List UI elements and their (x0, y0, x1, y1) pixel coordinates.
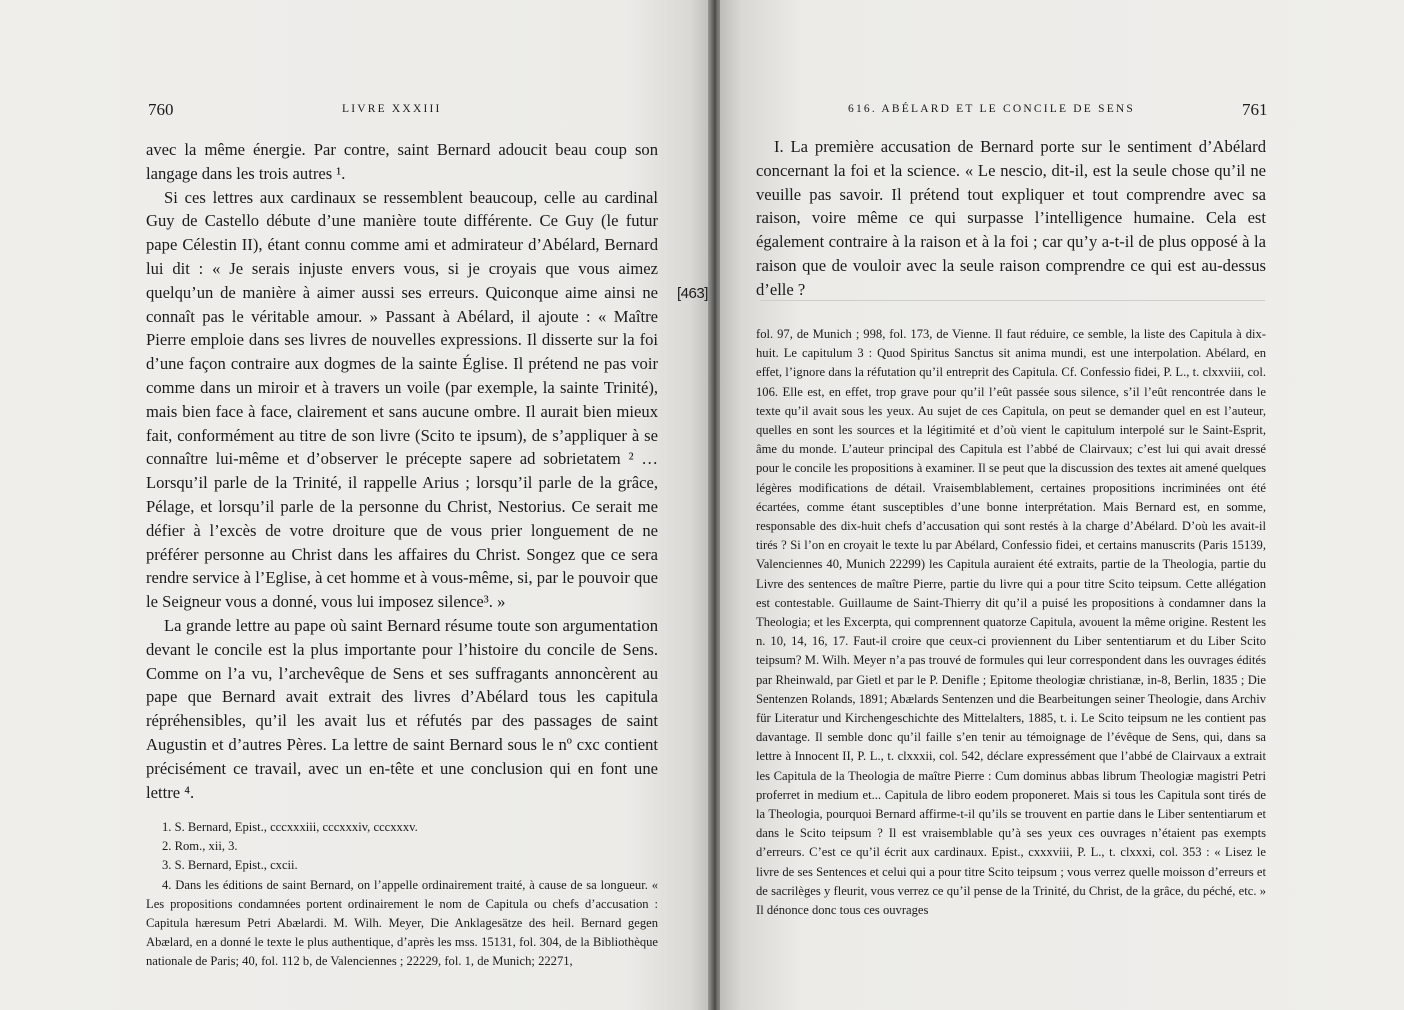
footnote: fol. 97, de Munich ; 998, fol. 173, de Vienne. Il faut réduire, ce semble, la liste des Capitula à dix-huit. Le capitulum 3 : Quod Spiritus Sanctus sit anima mundi, est une interpolation. Abélard, en effet, l’ignore dans la réfutation qu’il entreprit des Capitula. Cf. Confessio fidei, P. L., t. clxxviii, col. 106. Elle est, en effet, trop grave pour qu’il l’eût passée sous silence, s’il l’eût rencontrée dans le texte qu’il avait sous les yeux. Au sujet de ces Capitula, on peut se demander quel en est l’auteur, quelles en sont les sources et la légitimité et d’où vient le capitulum interpolé sur le Saint-Esprit, âme du monde. L’auteur principal des Capitula est l’abbé de Clairvaux; c’est lui qui avait dressé pour le concile les propositions à examiner. Il se peut que la discussion des textes ait amené quelques légères modifications de détail. Vraisemblablement, certaines propositions incriminées ont été écartées, comme étant susceptibles d’une bonne interprétation. Mais Bernard est, en somme, responsable des dix-huit chefs d’accusation qui sont restés à la charge d’Abélard. D’où les avait-il tirés ? Si l’on en croyait le texte lu par Abélard, Confessio fidei, et certains manuscrits (Paris 15139, Valenciennes 40, Munich 22299) les Capitula auraient été extraits, partie de la Theologia, partie du Livre des sentences de maître Pierre, partie du livre qui a pour titre Scito teipsum. Cette allégation est contestable. Guillaume de Saint-Thierry dit qu’il a puisé les propositions à condamner dans la Theologia; et les Excerpta, qui comprennent quatorze Capitula, avouent la même origine. Restent les n. 10, 14, 16, 17. Faut-il croire que ceux-ci proviennent du Liber sententiarum et du Liber Scito teipsum? M. Wilh. Meyer n’a pas trouvé de formules qui leur correspondent dans les ouvrages édités par Rheinwald, par Gietl et par le P. Denifle ; Epitome theologiæ christianæ, in-8, Berlin, 1835 ; Die Sentenzen Rolands, 1891; Abælards Sentenzen und die Bearbeitungen seiner Theologie, dans Archiv für Literatur und Kirchengeschichte des Mittelalters, 1885, t. i. Le Scito teipsum ne les contient pas davantage. Il semble donc qu’il faille s’en tenir au témoignage de l’évêque de Sens, qui, dans sa lettre à Innocent II, P. L., t. clxxxii, col. 542, déclare expressément que l’abbé de Clairvaux a extrait les Capitula de la Theologia de maître Pierre : Cum dominus abbas librum Theologiæ magistri Petri proferret in medium et... Capitula de libro eodem proponeret. Mais si tous les Capitula sont tirés de la Theologia, pourquoi Bernard affirme-t-il qu’ils se trouvent en partie dans le Liber sententiarum et dans le Scito teipsum ? Il est vraisemblable qu’à ses yeux ces ouvrages n’étaient pas exempts d’erreurs. C’est ce qu’il écrit aux cardinaux. Epist., cxxxviii, P. L., t. clxxxi, col. 353 : « Lisez le livre de ses Sentences et celui qui a pour titre Scito teipsum ; vous verrez quelle moisson d’erreurs et de sacrilèges y fleurit, vous verrez ce qu’il pense de la Trinité, du Christ, de la grâce, du péché, etc. » Il dénonce donc tous ces ouvrages (756, 327, 1266, 918)
right-footnotes (756, 325, 1266, 920)
right-page (720, 0, 1404, 1010)
footnote: 2. Rom., xii, 3. (162, 839, 238, 854)
page-number: 760 (148, 100, 174, 119)
paragraph: I. La première accusation de Bernard porte sur le sentiment d’Abélard concernant la foi et la science. « Le nescio, dit-il, est la seule chose qu’il ne veuille pas savoir. Il prétend tout expliquer et tout comprendre avec sa raison, voire même ce qui surpasse l’intelligence humaine. Cela est également contraire à la raison et à la foi ; car qu’y a-t-il de plus opposé à la raison que de vouloir avec la seule raison comprendre ce qui est au-dessus d’elle ? (756, 137, 1266, 299)
paragraph: avec la même énergie. Par contre, saint Bernard adoucit beau coup son langage dans les trois autres ¹. (146, 140, 658, 183)
paragraph: La grande lettre au pape où saint Bernard résume toute son argumentation devant le concile est la plus importante pour l’histoire du concile de Sens. Comme on l’a vu, l’archevêque de Sens et ses suffragants annoncèrent au pape que Bernard avait extrait des livres d’Abélard tous les capitula répréhensibles, qu’il les avait lus et réfutés par des passages de saint Augustin et d’autres Pères. La lettre de saint Bernard sous le nº cxc contient précisément ce travail, avec un en-tête et une conclusion qui en font une lettre ⁴. (146, 615, 658, 802)
page-number: 761 (1242, 100, 1268, 119)
footnote: 1. S. Bernard, Epist., cccxxxiii, cccxxxiv, cccxxxv. (162, 820, 418, 834)
running-title: LIVRE XXXIII (342, 103, 442, 115)
left-body-text (146, 138, 658, 804)
right-body-text (756, 135, 1266, 302)
footnote-divider (760, 300, 1265, 301)
left-footnotes (146, 818, 658, 972)
margin-page-reference: [463] (677, 285, 708, 302)
footnote: 4. Dans les éditions de saint Bernard, on l’appelle ordinairement traité, à cause de sa longueur. « Les propositions condamnées portent ordinairement le nom de Capitula ou chefs d’accusation : Capitula hæresum Petri Abælardi. M. Wilh. Meyer, Die Anklagesätze des heil. Bernard gegen Abælard, en a donné le texte le plus authentique, d’après les mss. 15131, fol. 304, de la Bibliothèque nationale de Paris; 40, fol. 112 b, de Valenciennes ; 22229, fol. 1, de Munich; 22271, (146, 877, 658, 969)
paragraph: Si ces lettres aux cardinaux se ressemblent beaucoup, celle au cardinal Guy de Castello débute d’une manière toute différente. Ce Guy (le futur pape Célestin II), étant connu comme ami et admirateur d’Abélard, Bernard lui dit : « Je serais injuste envers vous, si je croyais que vous aimez quelqu’un de manière à aimer aussi ses erreurs. Quiconque aime ainsi ne connaît pas le véritable amour. » Passant à Abélard, il ajoute : « Maître Pierre emploie dans ses livres de nouvelles expressions. Il disserte sur la foi d’une façon contraire aux dogmes de la sainte Église. Il prétend ne pas voir comme dans un miroir et à travers un voile (par exemple, la sainte Trinité), mais bien face à face, clairement et sans aucune ombre. Il aurait bien mieux fait, conformément au titre de son livre (Scito te ipsum), de s’appliquer à se connaître lui-même et d’observer le précepte sapere ad sobrietatem ² … Lorsqu’il parle de la Trinité, il rappelle Arius ; lorsqu’il parle de la grâce, Pélage, et lorsqu’il parle de la personne du Christ, Nestorius. Ce serait me défier à l’excès de votre droiture que de vous prier longuement de ne préférer personne au Christ dans les affaires du Christ. Songez que ce sera rendre service à l’Eglise, à cet homme et à vous-même, si, par le pouvoir que le Seigneur vous a donné, vous lui imposez silence³. » (146, 187, 658, 612)
footnote: 3. S. Bernard, Epist., cxcii. (162, 858, 298, 873)
running-title: 616. ABÉLARD ET LE CONCILE DE SENS (848, 103, 1136, 115)
